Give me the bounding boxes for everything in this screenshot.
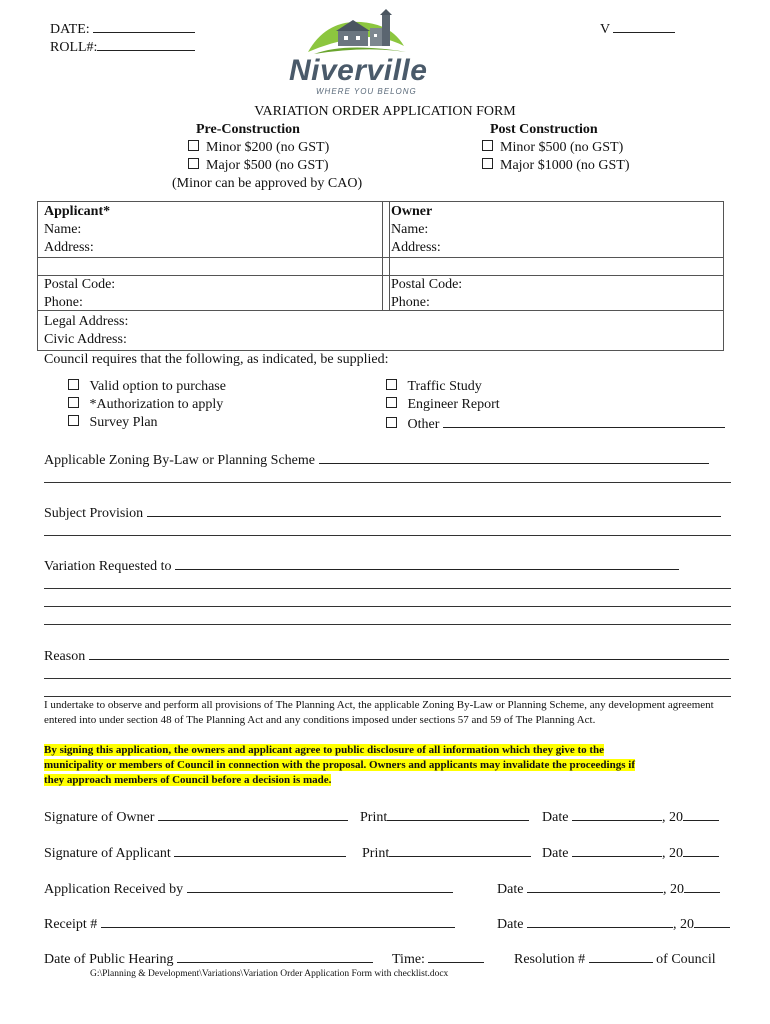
applicant-owner-table [37, 201, 724, 351]
variation-requested-field[interactable]: Variation Requested to [44, 556, 679, 575]
checkbox-icon[interactable] [68, 415, 79, 426]
owner-heading: Owner [391, 204, 433, 219]
req-survey-plan[interactable]: Survey Plan [68, 414, 158, 431]
post-major-option[interactable]: Major $1000 (no GST) [482, 157, 630, 174]
roll-field[interactable]: ROLL#: [50, 37, 195, 56]
owner-date-field[interactable]: Date , 20 [542, 807, 719, 826]
disclosure-notice: By signing this application, the owners and applicant agree to public disclosure of all information which they give to the municipality or members of Council in connection with the proposal. Owners and applicants may invalidate the proceedings if they approach members of Council before a decision is made. [44, 744, 635, 786]
date-field[interactable]: DATE: [50, 19, 195, 38]
req-engineer-report[interactable]: Engineer Report [386, 396, 500, 413]
receipt-number-field[interactable]: Receipt # [44, 914, 455, 933]
council-requires-text: Council requires that the following, as indicated, be supplied: [44, 352, 389, 367]
logo-title: Niverville [289, 54, 428, 87]
variation-line[interactable] [44, 588, 731, 589]
subject-line[interactable] [44, 535, 731, 536]
req-other[interactable]: Other [386, 414, 725, 433]
reason-field[interactable]: Reason [44, 646, 729, 665]
niverville-logo [286, 8, 436, 98]
legal-address-field[interactable]: Legal Address: [44, 314, 129, 329]
applicant-postal-field[interactable]: Postal Code: [44, 277, 116, 292]
subject-provision-field[interactable]: Subject Provision [44, 503, 721, 522]
checkbox-icon[interactable] [68, 379, 79, 390]
applicant-signature-field[interactable]: Signature of Applicant [44, 843, 346, 862]
owner-address-field[interactable]: Address: [391, 240, 441, 255]
checkbox-icon[interactable] [482, 140, 493, 151]
req-traffic-study[interactable]: Traffic Study [386, 378, 482, 395]
applicant-date-field[interactable]: Date , 20 [542, 843, 719, 862]
checkbox-icon[interactable] [386, 379, 397, 390]
received-date-field[interactable]: Date , 20 [497, 879, 720, 898]
pre-minor-option[interactable]: Minor $200 (no GST) [188, 139, 329, 156]
applicant-phone-field[interactable]: Phone: [44, 295, 83, 310]
post-construction-heading: Post Construction [490, 122, 598, 137]
zoning-field[interactable]: Applicable Zoning By-Law or Planning Scheme [44, 450, 709, 469]
req-authorization[interactable]: *Authorization to apply [68, 396, 223, 413]
owner-postal-field[interactable]: Postal Code: [391, 277, 463, 292]
checkbox-icon[interactable] [386, 417, 397, 428]
reason-line[interactable] [44, 696, 731, 697]
post-minor-option[interactable]: Minor $500 (no GST) [482, 139, 623, 156]
checkbox-icon[interactable] [386, 397, 397, 408]
owner-signature-field[interactable]: Signature of Owner [44, 807, 348, 826]
hearing-time-field[interactable]: Time: [392, 949, 484, 968]
pre-construction-heading: Pre-Construction [196, 122, 300, 137]
checkbox-icon[interactable] [188, 140, 199, 151]
logo-tagline: WHERE YOU BELONG [316, 87, 417, 96]
v-field[interactable]: V [600, 19, 675, 38]
applicant-print-field[interactable]: Print [362, 843, 531, 862]
checkbox-icon[interactable] [482, 158, 493, 169]
owner-print-field[interactable]: Print [360, 807, 529, 826]
received-by-field[interactable]: Application Received by [44, 879, 453, 898]
pre-major-option[interactable]: Major $500 (no GST) [188, 157, 329, 174]
applicant-heading: Applicant* [44, 204, 111, 219]
reason-line[interactable] [44, 678, 731, 679]
footer-file-path: G:\Planning & Development\Variations\Variation Order Application Form with checklist.docx [90, 969, 449, 979]
form-title: VARIATION ORDER APPLICATION FORM [254, 104, 516, 119]
owner-phone-field[interactable]: Phone: [391, 295, 430, 310]
variation-line[interactable] [44, 624, 731, 625]
undertaking-text: I undertake to observe and perform all provisions of The Planning Act, the applicable Zoning By-Law or Planning Scheme, any development agreement entered into under section 48 of The Planning Act and any conditions imposed under sections 57 and 59 of The Planning Act. [44, 699, 714, 726]
applicant-address-field[interactable]: Address: [44, 240, 94, 255]
owner-name-field[interactable]: Name: [391, 222, 429, 237]
public-hearing-field[interactable]: Date of Public Hearing [44, 949, 373, 968]
applicant-name-field[interactable]: Name: [44, 222, 82, 237]
req-valid-option[interactable]: Valid option to purchase [68, 378, 226, 395]
civic-address-field[interactable]: Civic Address: [44, 332, 127, 347]
pre-construction-note: (Minor can be approved by CAO) [172, 176, 363, 191]
checkbox-icon[interactable] [68, 397, 79, 408]
checkbox-icon[interactable] [188, 158, 199, 169]
receipt-date-field[interactable]: Date , 20 [497, 914, 730, 933]
zoning-line[interactable] [44, 482, 731, 483]
resolution-field[interactable]: Resolution # of Council [514, 949, 716, 968]
variation-line[interactable] [44, 606, 731, 607]
